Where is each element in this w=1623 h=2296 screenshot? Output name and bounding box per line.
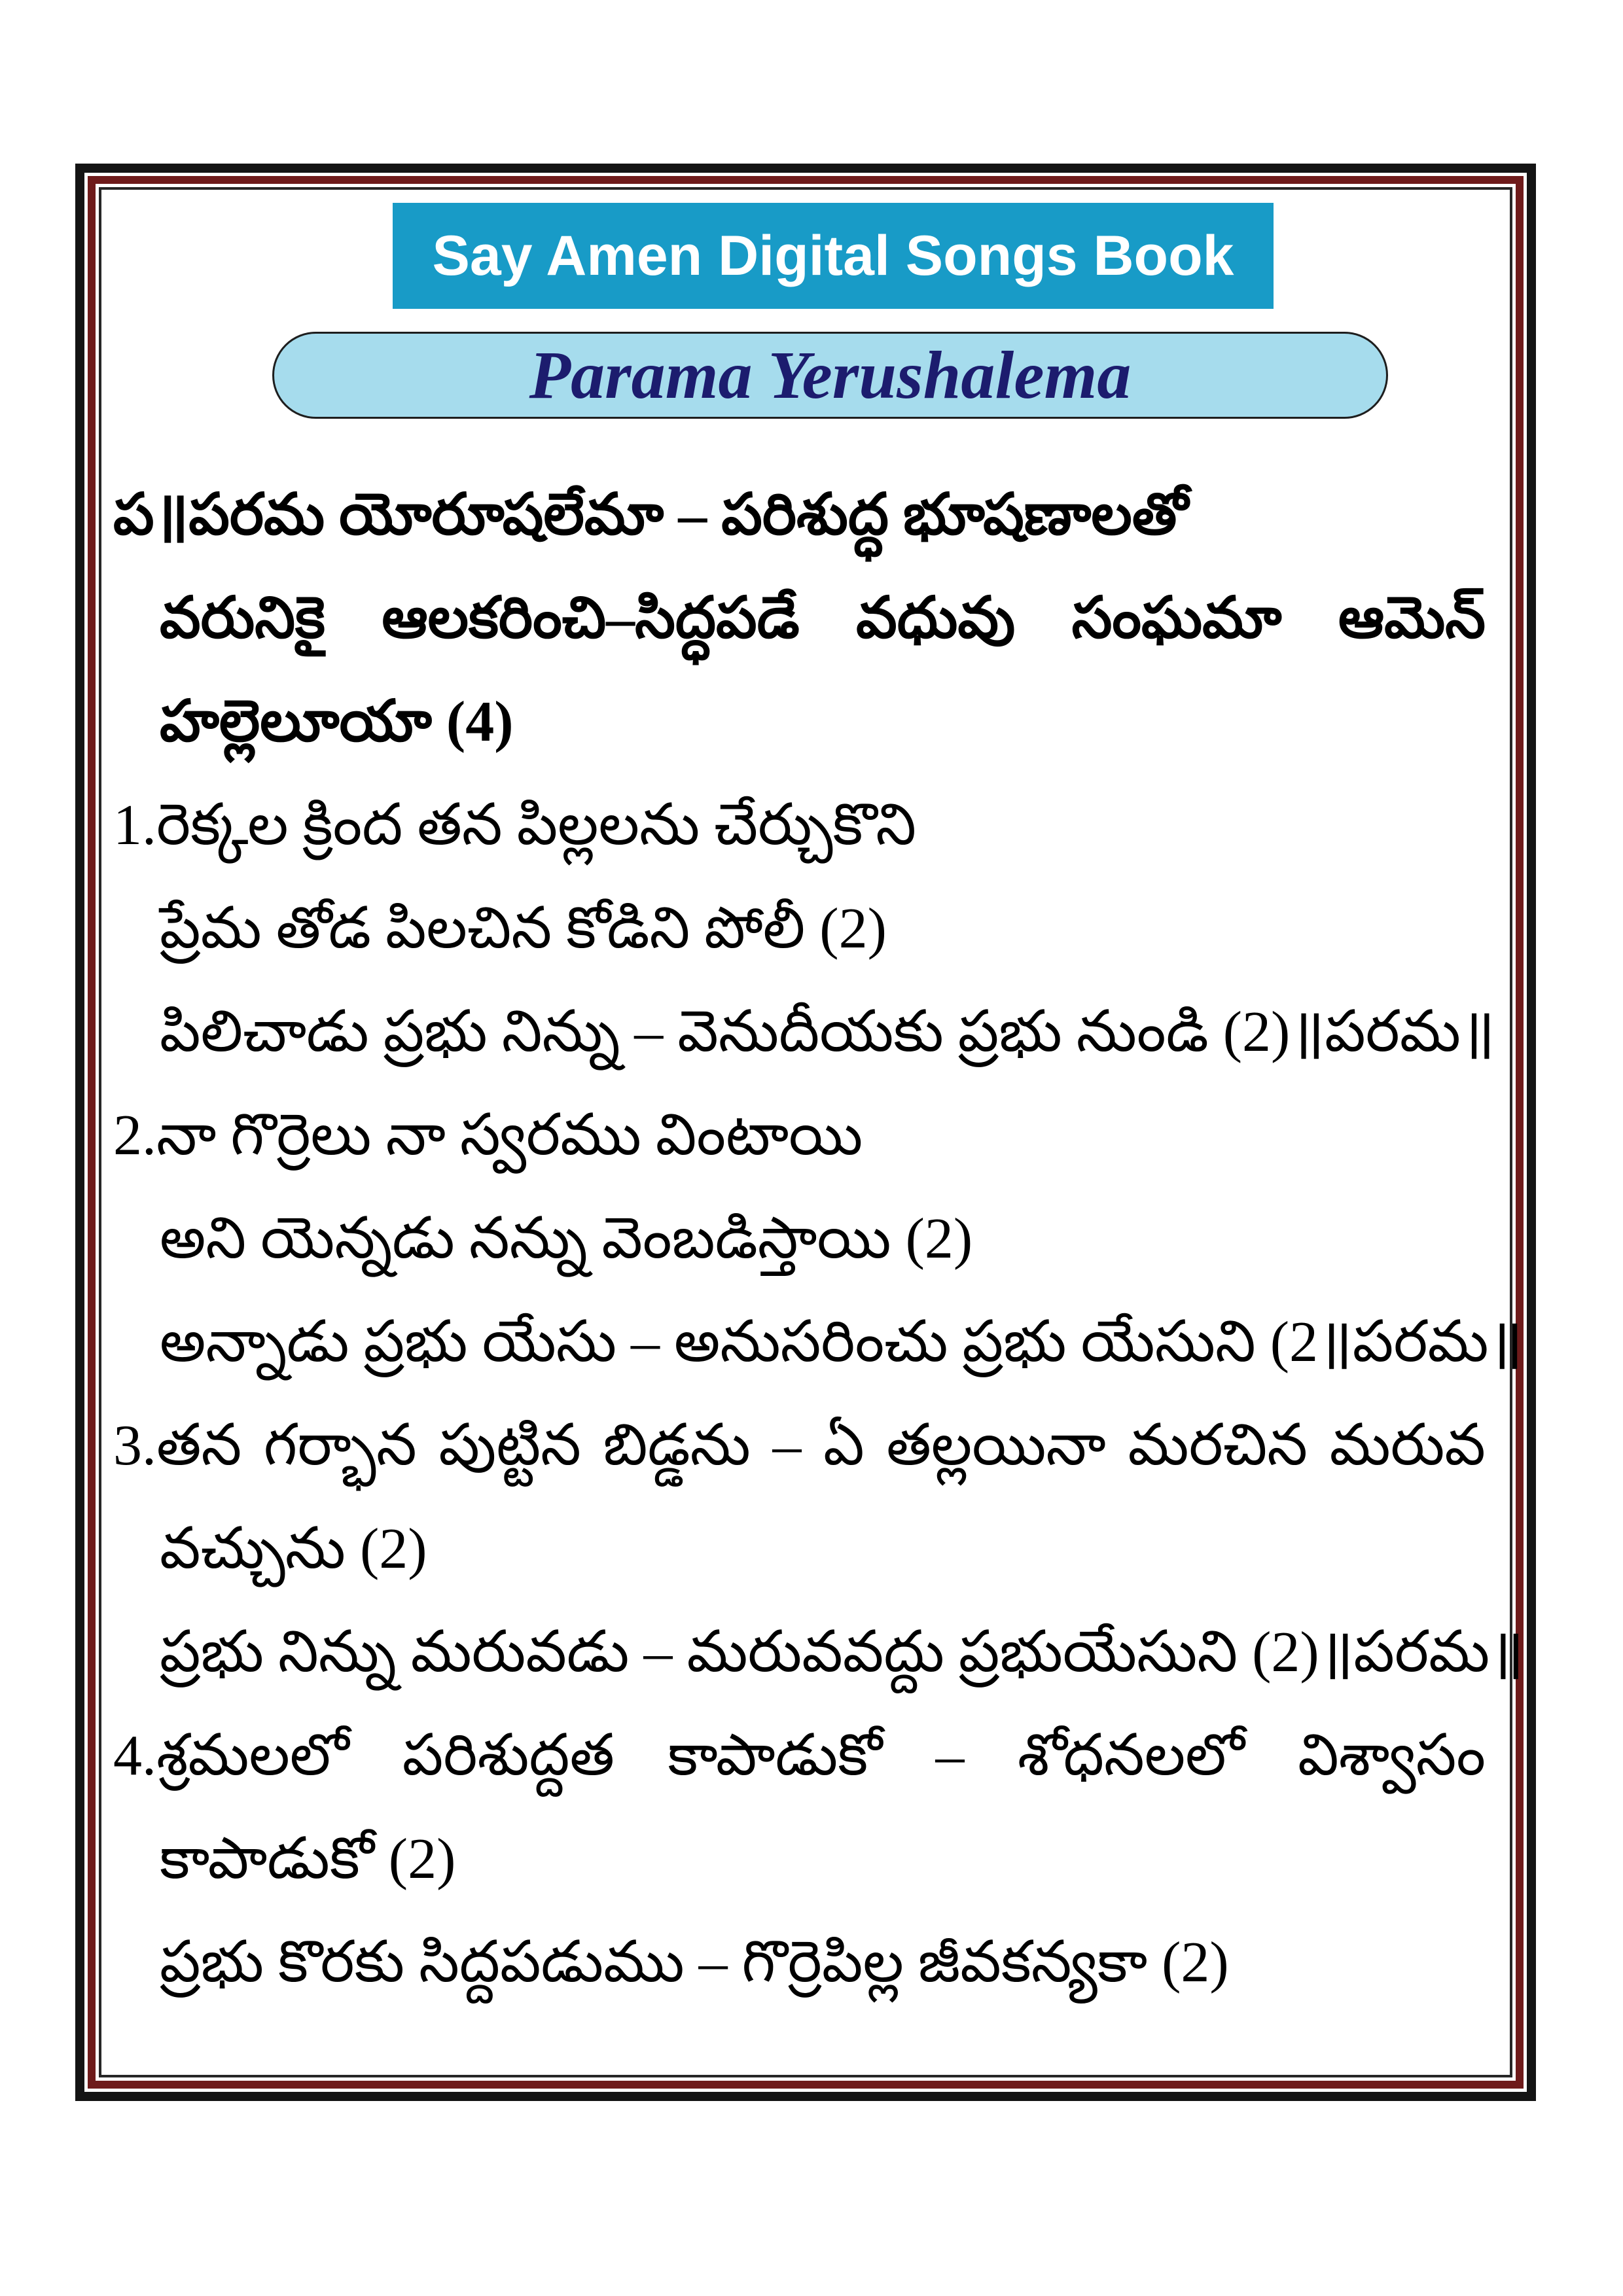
verse-1-line-3: పిలిచాడు ప్రభు నిన్ను – వెనుదీయకు ప్రభు నుండి (2)॥పరమ॥ [160, 1000, 1495, 1064]
chorus-line-2: వరునికై ఆలకరించి–సిద్ధపడే వధువు సంఘమా ఆమెన్ [160, 587, 1486, 650]
verse-4-line-1: 4.శ్రమలలో పరిశుద్దత కాపాడుకో – శోధనలలో విశ్వాసం [113, 1724, 1486, 1788]
verse-3-line-3: ప్రభు నిన్ను మరువడు – మరువవద్దు ప్రభుయేసుని (2)॥పరమ॥ [160, 1621, 1524, 1684]
chorus-line-1: ప॥పరమ యోరూషలేమా – పరిశుద్ధ భూషణాలతో [113, 484, 1188, 547]
songbook-banner [393, 203, 1274, 309]
verse-4-line-2: కాపాడుకో (2) [160, 1828, 456, 1891]
verse-2-line-2: అని యెన్నడు నన్ను వెంబడిస్తాయి (2) [160, 1207, 973, 1271]
verse-1-line-1: 1.రెక్కల క్రింద తన పిల్లలను చేర్చుకొని [113, 794, 917, 857]
verse-3-line-1: 3.తన గర్భాన పుట్టిన బిడ్డను – ఏ తల్లయినా మరచిన మరువ [113, 1414, 1486, 1477]
chorus-line-3: హల్లెలూయా (4) [160, 690, 514, 754]
verse-1-line-2: ప్రేమ తోడ పిలచిన కోడిని పోలీ (2) [160, 897, 887, 961]
verse-4-line-3: ప్రభు కొరకు సిద్దపడుము – గొర్రెపిల్ల జీవకన్యకా (2) [160, 1931, 1229, 1994]
song-title: Parama Yerushalema [529, 338, 1132, 413]
song-title-pill [272, 332, 1388, 419]
verse-3-line-2: వచ్చును (2) [160, 1517, 427, 1581]
verse-2-line-3: అన్నాడు ప్రభు యేసు – అనుసరించు ప్రభు యేసుని (2॥పరమ॥ [160, 1311, 1524, 1374]
songbook-title: Say Amen Digital Songs Book [432, 224, 1234, 287]
verse-2-line-1: 2.నా గొర్రెలు నా స్వరము వింటాయి [113, 1104, 863, 1167]
